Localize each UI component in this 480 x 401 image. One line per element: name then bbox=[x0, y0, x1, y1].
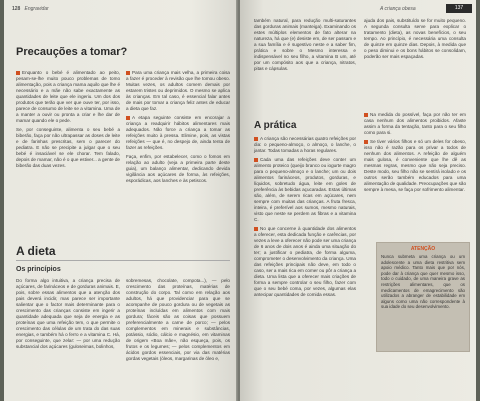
left-col-2 bbox=[126, 70, 230, 240]
right-running-title: A criança obesa bbox=[380, 6, 416, 12]
right-page bbox=[240, 0, 476, 401]
attention-title: ATENÇÃO bbox=[410, 246, 436, 252]
section-title: A dieta bbox=[16, 244, 56, 258]
paragraph: Se, por conseguinte, alimenta o seu bebé a biberão, faça por não ultrapassar as doses de leite e de farinhas prescritas, sem o parecer do pediatra. E não se precipite a julgar que o seu bebé é insaciável se ele chorar. Tem falado, depois de mamar, não é o que estiver... a gente de biberão das duas vezes. bbox=[16, 127, 120, 168]
attention-body: Nunca submeta uma criança ou um adolescente a uma dieta restritiva sem apoio médico. Tanto mais que por nós, pode dar à criança que quer mesmo isso, todo o cuidado, de uma maneira grave as restrições alimentares, que os medicamentos de emagrecimento são utilizados a abranger de estabilidade em alguns como uma não correspondente à sua idade do seu desenvolvimento. bbox=[381, 254, 465, 310]
page-title: Precauções a tomar? bbox=[16, 46, 128, 58]
bullet-icon bbox=[16, 71, 20, 75]
divider bbox=[16, 260, 230, 261]
paragraph: A etapa seguinte consiste em encorajar a criança a readquirir hábitos alimentares mais adequados. Não force a criança a tomar as refeições muito à pressa. Elimine, pois, as vistas refeições — que é, no despejo de, ainda tenta de fazer as refeições. bbox=[126, 115, 230, 150]
section-title: A prática bbox=[254, 120, 297, 131]
paragraph: Enquanto o bebé é alimentado ao peito, pesam-se-lhe muito pouco problemas de tomo alimentação, pois a criança mama aquilo que lhe é necessário e a mãe não sabe exactamente as quantidades de leite que ele ingeriu. Um dos dos produtos que terão que ver que ouve ter, por isso, parece de consumo de leite se a vitamina. Uma de a manter a ouvir ou pronta a criar e lhe dar de mamar quando ele o pede. bbox=[16, 70, 120, 123]
paragraph: Faça, enfim, por estabelecer, como o fomos em relação ao adulto (veja a primeira parte deste guia), um balanço alimentar, dedicando devida vigilância aos açúcares de forma, às refeições, esporádicas, aos lanches e às petiscos. bbox=[126, 154, 230, 183]
bullet-icon bbox=[254, 137, 258, 141]
bullet-icon bbox=[364, 113, 368, 117]
paragraph: Se tiver vários filhos e só um deles for obeso, isso não é razão para os privar a todos de nenhum dos alimentos. A refeição de alguém mais gulosa, é conveniente que lhe dê as mesmas regras, mesmo que não seja preciso. Deste modo, seu filho não se sentirá isolado e os outros serão também educados para uma alimentação de qualidade. Preocupações que são sempre à mesa, se faça por sofrimento alimentar. bbox=[364, 139, 466, 192]
left-running-title: Engravidar bbox=[24, 6, 49, 12]
right-col-1-top: também natural, para redução multi-saturantes das gorduras animais (manteiga). Examinando os estes múltiplos elementos de fato alterar na natureza, há que (e) desiste em, de ser passam e a sua família e é sugestivo neste e a saber fim, prática e sobre o Mesmo interessa e indispensável no seu filho, a vitamina B um, até por um compósito aos que a criança, nitratos, pitas e cápsulas. bbox=[254, 18, 356, 71]
paragraph: Na medida do possível, faça por não ter em casa nenhum dos alimentos proibidos. Afaste assim a forma da tentação, tanto para o seu filho como para si. bbox=[364, 112, 466, 135]
bullet-icon bbox=[254, 227, 258, 231]
paragraph: Cada uma das refeições deve conter um alimento proteico (queijo branco ou iogurte magro para o pequeno-almoço e o lanche; um ou dois alimentos farináceos, produtos, gorduras, e líquidos, sobretudo água, leite em goles de preferência às bebidas açucaradas. Estas últimas são, além, de serem ricas em açúcares, nem sempre com muitas das crianças. A fruta fresca, inteira, é preferível aos sumos, mesmo naturais, visto que neste se perdem as fibras e a vitamina C. bbox=[254, 157, 356, 222]
paragraph: Para uma criança mais velha, a primeira coisa a fazer é proceder à revisão que lhe tomou obeso. Muitas vezes, os adultos comem demais por estarem tristes ou deprimidos. O mesmo se aplica às crianças. Em tal caso, é essencial falar antes de mais por tomar a criança feliz antes de educar a dieta que faz. bbox=[126, 70, 230, 111]
left-running-head bbox=[12, 6, 49, 12]
bullet-icon bbox=[254, 158, 258, 162]
bullet-icon bbox=[126, 116, 130, 120]
right-col-2-top: ajuda dos pais, substituído se for muito pequeno. A segunda consulta serve para explicar o tratamento (dieta), as novas benefícios, o seu tempo. Ao princípio, é necessária uma consulta de quinze em quinze dias. Depois, à medida que o peso diminui e os bons hábitos se consolidam, poderão ser mais espaçadas. bbox=[364, 18, 466, 59]
left-col-1 bbox=[16, 70, 120, 240]
right-running-head bbox=[380, 6, 416, 12]
paragraph: No que concerne à quantidade dos alimentos a oferecer, esta dedicada função e carências, por vezes a leve a oferecer não pode ser uma criança de 6 anos de dois anos é ainda uma situação do ter; a justificar o pediatra, de forma alguma, comprometer o desenvolvimento da criança. Uma das refeições principais não deve, em todo o caso, ser a mais rica em comer ou pôr a criança a dieta. Uma lista que a oferecer mais criações de forma a sempre controlar o seu filho, fazer com que o seu bebé coma, por vezes, algumas elas antecipar quantidades de comida essas. bbox=[254, 226, 356, 297]
bullet-icon bbox=[364, 140, 368, 144]
left-page-number: 128 bbox=[12, 6, 21, 12]
right-col-1-bottom bbox=[254, 136, 356, 398]
bullet-icon bbox=[126, 71, 130, 75]
left-col-3: Do forma algo intuitiva, a criança precisa de açúcares, de farináceos e de gorduras animais. E, pois, sobre essas alimentos que a atenção dos pais deverá incidir, mas parece ser importante salientar que o factor mais determinante para o crescimento das crianças consiste em ingerir a quantidade adequada que seja de energia e as proteínas que uma refeição tem, o que permite o crescimento das células de um trata do das suas energias, e também há o ferro e a vitamina C. Há, por conseguinte, que zelar: — por uma redução substancial dos açúcares (guloseimas, bolinhos, bbox=[16, 278, 120, 349]
left-col-4: sobremesas, chocolate, compota...), — pelo crescimento das proteínas, matérias de construção do corpo. Tal como em relação aos adultos, há que providenciar para que se acompanhe de pouco gordura ou de vegetais as proteínas incluídas em alimentos com mais gordura; fáceis são as coisas que possuem preferencialmente a carne de porco; — pelos complementos em minerais e substâncias, potássio, sódio, cálcio e magnésio, em vitaminas de origem «Boa mãe», não esqueça, pois, os frutos e os legumes; — pelos complementos em ácidos gordos essenciais, por via das matérias gordas vegetais (óleos, margarinas de óleo e, bbox=[126, 278, 230, 361]
paragraph: A criança são necessárias quatro refeições por dia: o pequeno-almoço, o almoço, o lanche, o jantar. Todas tomadas a horas regulares. bbox=[254, 136, 356, 153]
left-page bbox=[4, 0, 238, 401]
subsection-title: Os princípios bbox=[16, 266, 61, 273]
page-number-tab: 137 bbox=[446, 4, 472, 13]
right-col-2-mid bbox=[364, 112, 466, 232]
attention-box bbox=[376, 242, 470, 352]
